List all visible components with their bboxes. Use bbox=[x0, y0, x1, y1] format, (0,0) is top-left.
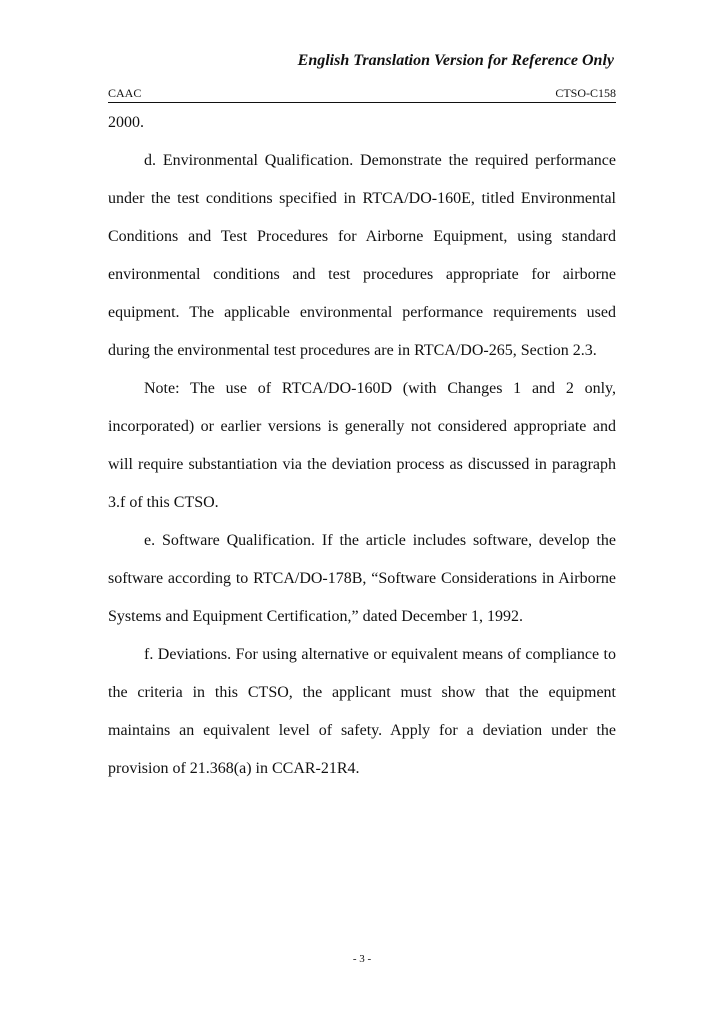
paragraph-software-qualification: e. Software Qualification. If the article includes software, develop the software according to RTCA/DO-178B, “Software Considerations in Airborne Systems and Equipment Certification,” dated December 1, 1992. bbox=[108, 532, 616, 625]
paragraph-deviations: f. Deviations. For using alternative or equivalent means of compliance to the criteria in this CTSO, the applicant must show that the equipment maintains an equivalent level of safety. Apply for a deviation under the provision of 21.368(a) in CCAR-21R4. bbox=[108, 646, 616, 777]
translation-banner: English Translation Version for Reference Only bbox=[297, 52, 614, 69]
document-body bbox=[108, 104, 616, 788]
paragraph-continuation: 2000. bbox=[108, 114, 144, 131]
header-org: CAAC bbox=[108, 86, 142, 100]
paragraph-environmental-qualification: d. Environmental Qualification. Demonstrate the required performance under the test conditions specified in RTCA/DO-160E, titled Environmental Conditions and Test Procedures for Airborne Equipment, using standard environmental conditions and test procedures appropriate for airborne equipment. The applicable environmental performance requirements used during the environmental test procedures are in RTCA/DO-265, Section 2.3. bbox=[108, 152, 616, 359]
page-number: - 3 - bbox=[352, 953, 372, 965]
paragraph-note: Note: The use of RTCA/DO-160D (with Changes 1 and 2 only, incorporated) or earlier versions is generally not considered appropriate and will require substantiation via the deviation process as discussed in paragraph 3.f of this CTSO. bbox=[108, 380, 616, 511]
header-doc-id: CTSO-C158 bbox=[555, 86, 616, 100]
running-header bbox=[108, 86, 616, 103]
